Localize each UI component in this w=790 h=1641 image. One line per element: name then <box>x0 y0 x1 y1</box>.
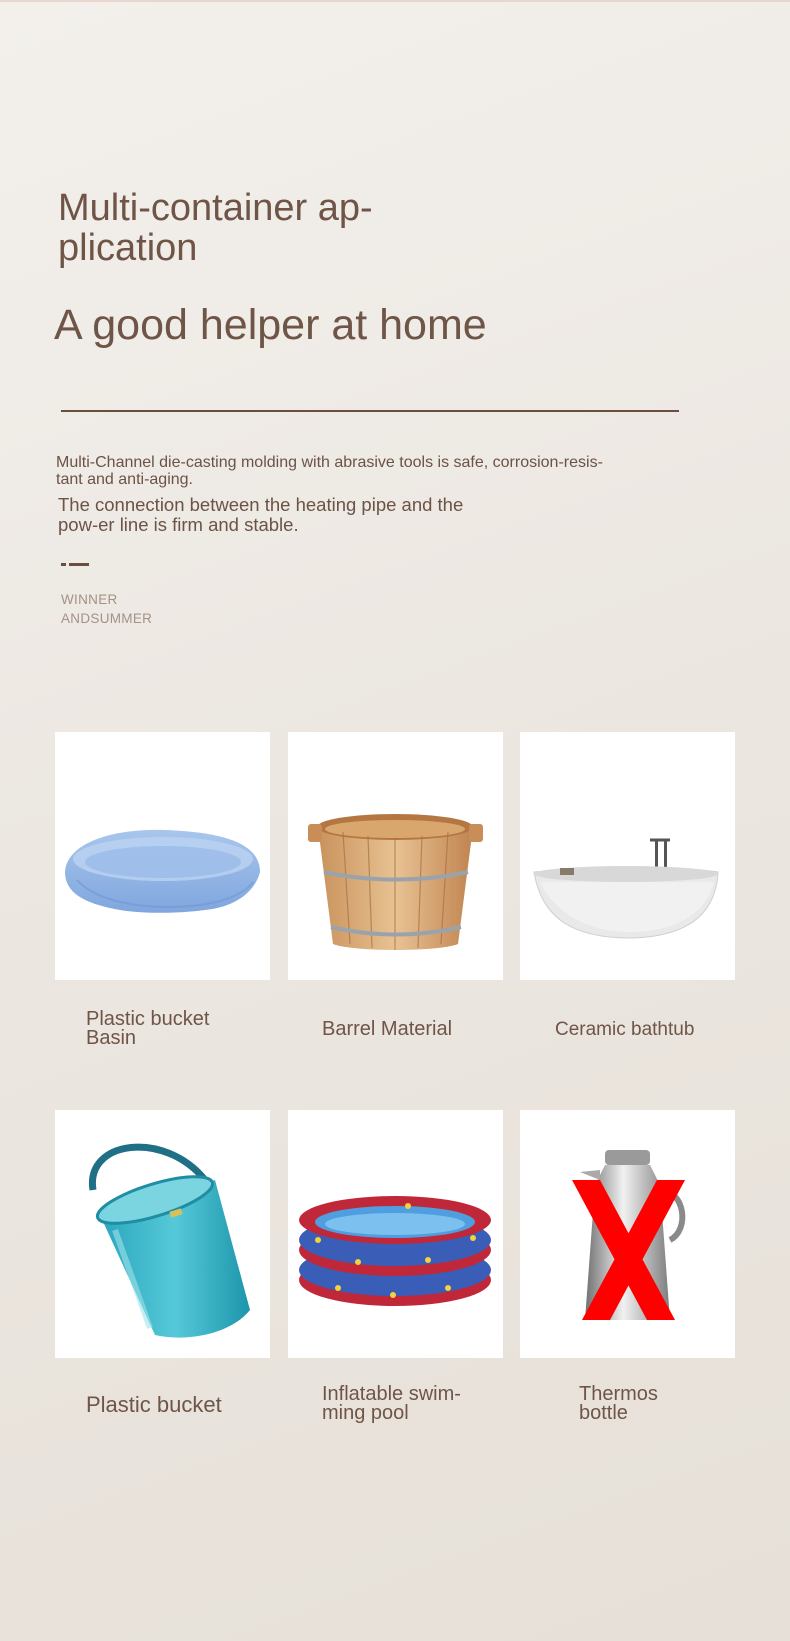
brand-line-1: WINNER <box>61 592 118 607</box>
product-label-bathtub: Ceramic bathtub <box>555 1019 695 1040</box>
product-card-plastic-basin <box>55 732 270 980</box>
product-label-barrel: Barrel Material <box>322 1018 453 1040</box>
wooden-barrel-image <box>288 732 503 980</box>
product-label-thermos: Thermos bottle <box>579 1383 658 1424</box>
thermos-crossed-image <box>520 1110 735 1358</box>
section-title: Multi-container ap-plication <box>58 187 373 269</box>
product-card-inflatable-pool <box>288 1110 503 1358</box>
section-subtitle: A good helper at home <box>54 301 487 349</box>
inflatable-pool-image <box>288 1110 503 1358</box>
product-card-barrel <box>288 732 503 980</box>
product-label-inflatable-pool: Inflatable swim-ming pool <box>322 1383 461 1424</box>
plastic-basin-image <box>55 732 270 980</box>
description-text-2: The connection between the heating pipe and the pow-er line is firm and stable. <box>58 494 464 535</box>
top-border <box>0 0 790 2</box>
divider-line <box>61 410 679 412</box>
product-card-plastic-bucket <box>55 1110 270 1358</box>
description-text-1: Multi-Channel die-casting molding with abrasive tools is safe, corrosion-resis-tant and anti-aging. <box>56 454 603 488</box>
product-card-thermos <box>520 1110 735 1358</box>
product-card-bathtub <box>520 732 735 980</box>
brand-name <box>61 590 152 628</box>
dash-ornament <box>61 563 89 566</box>
product-label-plastic-basin: Plastic bucket Basin <box>86 1008 210 1049</box>
bathtub-image <box>520 732 735 980</box>
plastic-bucket-image <box>55 1110 270 1358</box>
brand-line-2: ANDSUMMER <box>61 611 153 626</box>
product-label-plastic-bucket: Plastic bucket <box>86 1392 222 1417</box>
